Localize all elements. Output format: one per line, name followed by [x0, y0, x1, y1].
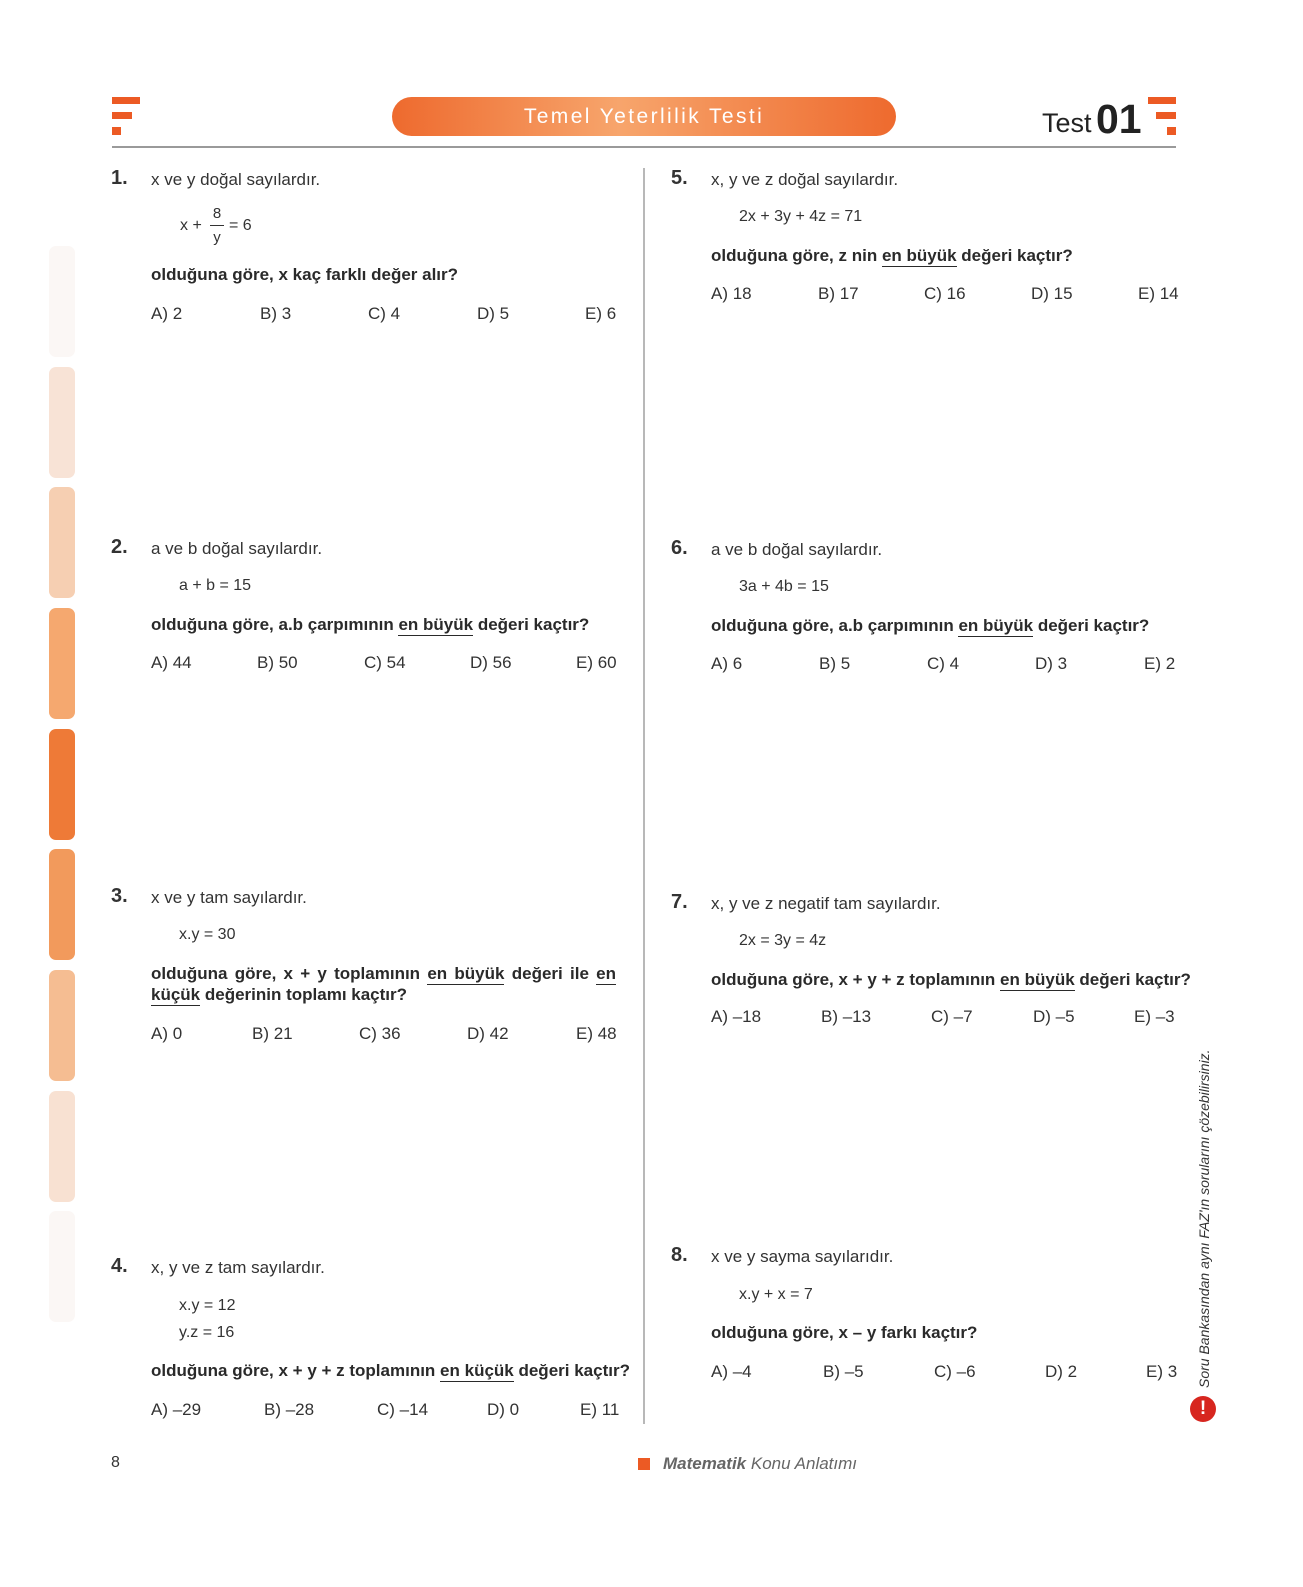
option-a: A) 6: [711, 654, 743, 673]
question-number: 2.: [111, 536, 128, 558]
option-d: D) 42: [467, 1024, 509, 1043]
equation: 2x + 3y + 4z = 71: [739, 208, 863, 225]
option-c: C) –7: [931, 1007, 973, 1026]
question-ask: olduğuna göre, x + y + z toplamının en büyük değeri kaçtır?: [711, 970, 1191, 989]
test-label: Test: [1042, 108, 1092, 138]
alert-icon: !: [1190, 1396, 1216, 1422]
option-c: C) 36: [359, 1024, 401, 1043]
side-tab: [49, 1211, 75, 1322]
option-b: B) –28: [264, 1400, 315, 1419]
question-ask: olduğuna göre, a.b çarpımının en büyük değeri kaçtır?: [711, 616, 1150, 635]
footer-subject: Matematik Konu Anlatımı: [663, 1454, 858, 1473]
option-d: D) 15: [1031, 284, 1073, 303]
question-intro: x, y ve z tam sayılardır.: [151, 1258, 325, 1277]
side-tab: [49, 246, 75, 357]
side-tab: [49, 970, 75, 1081]
equation-left: x +: [180, 217, 202, 234]
option-c: C) 16: [924, 284, 966, 303]
equation: x.y + x = 7: [739, 1286, 813, 1303]
option-b: B) 5: [819, 654, 851, 673]
option-e: E) 11: [580, 1400, 620, 1419]
option-a: A) –18: [711, 1007, 762, 1026]
side-tab: [49, 608, 75, 719]
option-d: D) 3: [1035, 654, 1068, 673]
fraction-denominator: y: [213, 229, 221, 246]
option-b: B) 21: [252, 1024, 293, 1043]
option-c: C) 54: [364, 653, 406, 672]
question-number: 3.: [111, 885, 128, 907]
option-a: A) 44: [151, 653, 192, 672]
option-a: A) –4: [711, 1362, 752, 1381]
option-a: A) 2: [151, 304, 183, 323]
option-d: D) 2: [1045, 1362, 1078, 1381]
option-e: E) 3: [1146, 1362, 1178, 1381]
option-e: E) 6: [585, 304, 617, 323]
header-title: Temel Yeterlilik Testi: [392, 97, 896, 136]
option-e: E) 14: [1138, 284, 1179, 303]
equation: 2x = 3y = 4z: [739, 932, 827, 949]
option-d: D) –5: [1033, 1007, 1075, 1026]
option-c: C) 4: [927, 654, 960, 673]
question-intro: a ve b doğal sayılardır.: [711, 540, 883, 559]
option-e: E) 2: [1144, 654, 1176, 673]
option-c: C) –14: [377, 1400, 429, 1419]
option-b: B) 3: [260, 304, 292, 323]
question-ask-line-2: küçük değerinin toplamı kaçtır?: [151, 985, 408, 1004]
option-e: E) 48: [576, 1024, 617, 1043]
option-a: A) 0: [151, 1024, 183, 1043]
question-ask: olduğuna göre, z nin en büyük değeri kaçtır?: [711, 246, 1073, 265]
option-a: A) –29: [151, 1400, 202, 1419]
fraction-numerator: 8: [212, 205, 222, 222]
option-b: B) –13: [821, 1007, 872, 1026]
option-c: C) 4: [368, 304, 401, 323]
question-intro: x ve y sayma sayılarıdır.: [711, 1247, 894, 1266]
equation-right: = 6: [229, 217, 252, 234]
equation: x.y = 30: [179, 926, 236, 943]
option-b: B) –5: [823, 1362, 864, 1381]
equation-1: x.y = 12: [179, 1297, 236, 1314]
question-intro: x, y ve z negatif tam sayılardır.: [711, 894, 941, 913]
option-b: B) 17: [818, 284, 859, 303]
side-tab: [49, 487, 75, 598]
fraction-bar: [210, 225, 224, 226]
equation: 3a + 4b = 15: [739, 578, 829, 595]
emphasis-underline: en büyük: [398, 615, 474, 634]
question-intro: x, y ve z doğal sayılardır.: [711, 170, 899, 189]
option-d: D) 56: [470, 653, 512, 672]
equation-2: y.z = 16: [179, 1324, 235, 1341]
question-number: 5.: [671, 167, 688, 189]
option-e: E) 60: [576, 653, 617, 672]
page-number: 8: [111, 1454, 120, 1471]
question-ask: olduğuna göre, x + y + z toplamının en küçük değeri kaçtır?: [151, 1361, 630, 1380]
question-intro: x ve y doğal sayılardır.: [151, 170, 321, 189]
question-ask: olduğuna göre, x kaç farklı değer alır?: [151, 265, 459, 284]
side-tab: [49, 367, 75, 478]
question-number: 4.: [111, 1255, 128, 1277]
question-number: 7.: [671, 891, 688, 913]
side-tab: [49, 729, 75, 840]
option-a: A) 18: [711, 284, 752, 303]
option-d: D) 0: [487, 1400, 520, 1419]
option-b: B) 50: [257, 653, 298, 672]
question-number: 1.: [111, 167, 128, 189]
side-note: Soru Bankasından aynı FAZ'ın sorularını çözebilirsiniz.: [1196, 1049, 1212, 1388]
question-ask: olduğuna göre, a.b çarpımının en büyük değeri kaçtır?: [151, 615, 590, 634]
header-divider: [112, 146, 1176, 148]
question-intro: a ve b doğal sayılardır.: [151, 539, 323, 558]
option-c: C) –6: [934, 1362, 976, 1381]
question-ask-line-1: olduğuna göre, x + y toplamının en büyük değeri ile en: [151, 964, 616, 983]
side-tab: [49, 1091, 75, 1202]
question-intro: x ve y tam sayılardır.: [151, 888, 307, 907]
column-divider: [643, 168, 645, 1424]
question-ask: olduğuna göre, x – y farkı kaçtır?: [711, 1323, 978, 1342]
question-number: 6.: [671, 537, 688, 559]
footer-square-icon: [638, 1458, 650, 1470]
question-number: 8.: [671, 1244, 688, 1266]
test-number: 01: [1096, 96, 1142, 142]
equation: a + b = 15: [179, 577, 252, 594]
option-d: D) 5: [477, 304, 510, 323]
option-e: E) –3: [1134, 1007, 1175, 1026]
side-tab: [49, 849, 75, 960]
